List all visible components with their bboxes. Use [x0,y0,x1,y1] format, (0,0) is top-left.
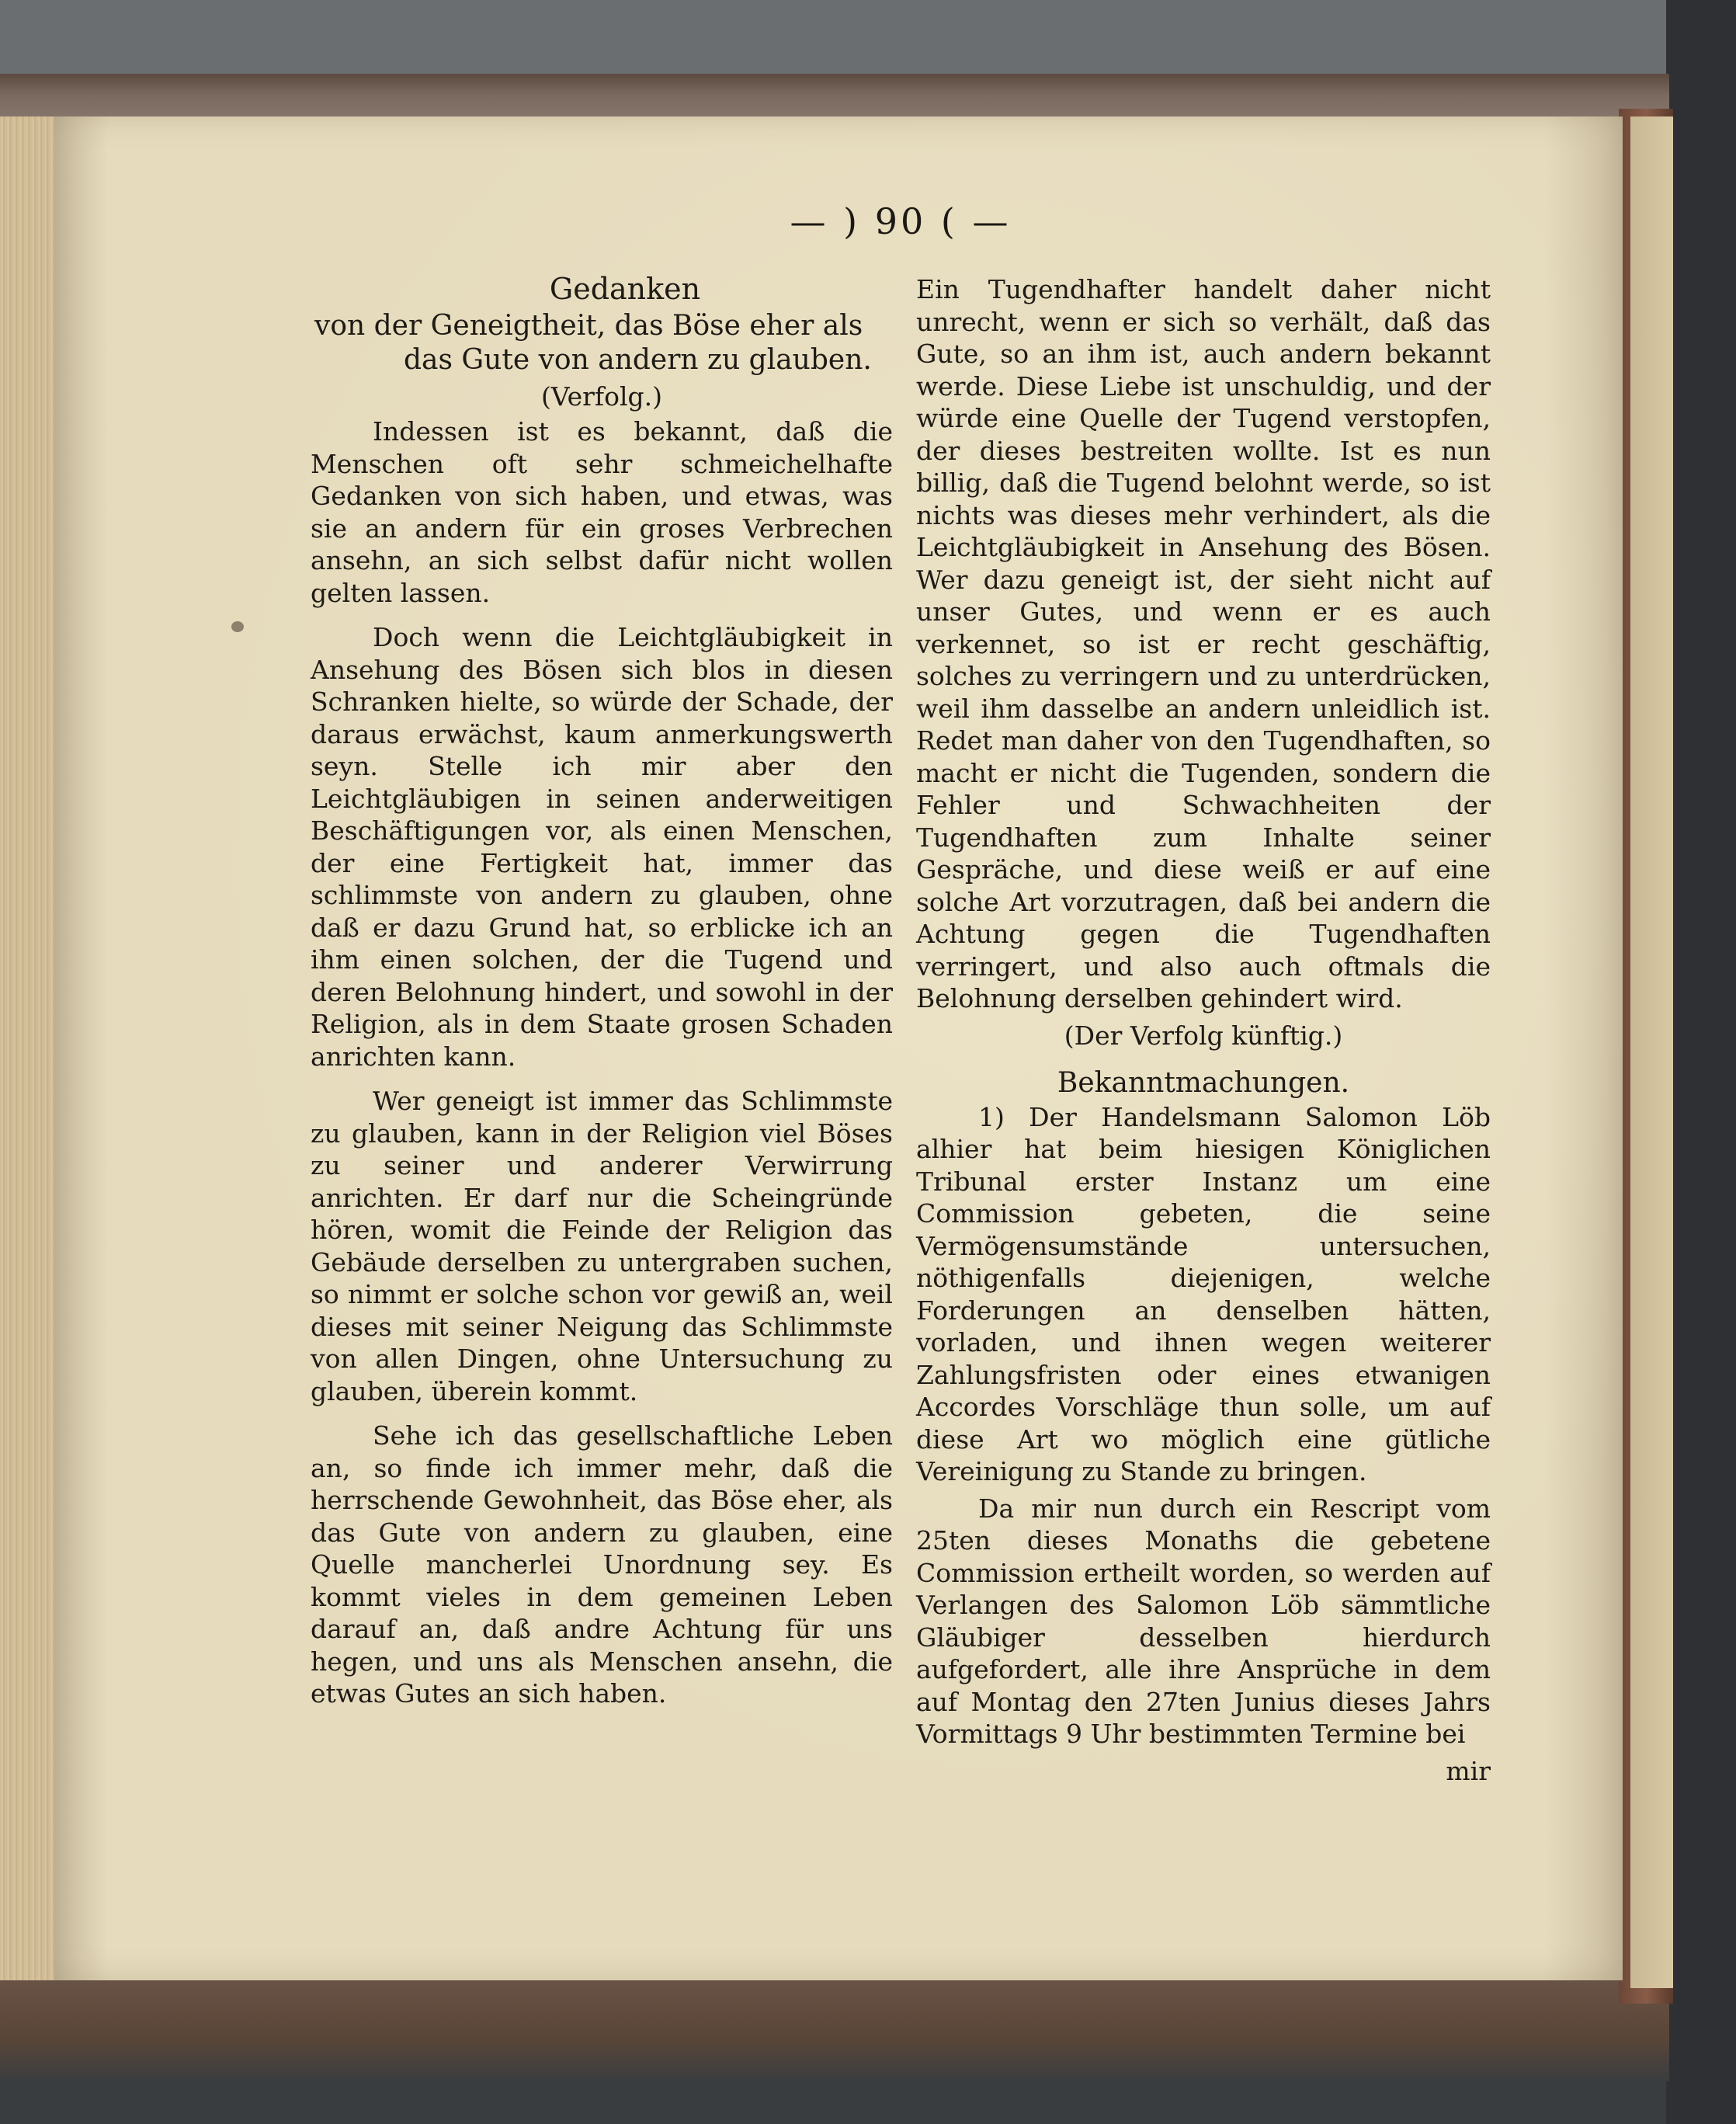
next-page-edge [1630,116,1673,1988]
paragraph: Sehe ich das gesellschaftliche Leben an, so finde ich immer mehr, daß die herrschende Gewohnheit, das Böse eher, als das Gute von andern zu glauben, eine Quelle mancherlei Unordnung sey. Es kommt vieles in dem gemeinen Leben darauf an, daß andre Achtung für uns hegen, und uns als Menschen ansehn, die etwas Gutes an sich haben. [311,1420,893,1709]
announcement-1: 1) Der Handelsmann Salomon Löb alhier hat beim hiesigen Königlichen Tribunal erster Instanz um eine Commission gebeten, die seine Vermögensumstände untersuchen, nöthigenfalls diejenigen, welche Forderungen an denselben hätten, vorladen, und ihnen wegen weiterer Zahlungsfristen oder eines etwanigen Accordes Vorschläge thun solle, um auf diese Art wo möglich eine gütliche Vereinigung zu Stande zu bringen. [916,1101,1491,1486]
continuation-note: (Verfolg.) [540,381,663,412]
book-cover-bottom-edge [0,1973,1669,2081]
catchword: mir [1446,1755,1491,1786]
paragraph: Indessen ist es bekannt, daß die Menschen oft sehr schmeichelhafte Gedanken von sich haben, und etwas, was sie an andern für ein groses Verbrechen ansehn, an sich selbst dafür nicht wollen gelten lassen. [311,416,893,608]
paragraph: Wer geneigt ist immer das Schlimmste zu glauben, kann in der Religion viel Böses zu seiner und anderer Verwirrung anrichten. Er darf nur die Scheingründe hören, womit die Feinde der Religion das Gebäude derselben zu untergraben suchen, so nimmt er solche schon vor gewiß an, weil dieses mit seiner Neigung das Schlimmste von allen Dingen, ohne Untersuchung zu glauben, überein kommt. [311,1086,893,1406]
announcements-heading: Bekanntmachungen. [1057,1067,1350,1099]
page-number: — ) 90 ( — [790,200,1012,242]
to-be-continued-note: (Der Verfolg künftig.) [1064,1020,1343,1051]
scanner-background-right [1666,0,1736,2124]
essay-subtitle: von der Geneigtheit, das Böse eher als das Gute von andern zu glauben. [314,309,872,376]
left-column [311,273,893,1722]
announcement-1-continued: Da mir nun durch ein Rescript vom 25ten dieses Monaths die gebetene Commission ertheilt worden, so werden auf Verlangen des Salomon Löb sämmtliche Gläubiger desselben hierdurch aufgefordert, alle ihre Ansprüche in dem auf Montag den 27ten Junius dieses Jahrs Vormittags 9 Uhr bestimmten Termine bei [916,1493,1491,1749]
ink-smudge [231,621,244,632]
paragraph-continued: Ein Tugendhafter handelt daher nicht unrecht, wenn er sich so verhält, daß das Gute, so an ihm ist, auch andern bekannt werde. Diese Liebe ist unschuldig, und der würde eine Quelle der Tugend verstopfen, der dieses bestreiten wollte. Ist es nun billig, daß die Tugend belohnt werde, so ist nichts was dieses mehr verhindert, als die Leichtgläubigkeit in Ansehung des Bösen. Wer dazu geneigt ist, der sieht nicht auf unser Gutes, und wenn er es auch verkennet, so ist er recht geschäftig, solches zu verringern und zu unterdrücken, weil ihm dasselbe an andern unleidlich ist. Redet man daher von den Tugendhaften, so macht er nicht die Tugenden, sondern die Fehler und Schwachheiten der Tugendhaften zum Inhalte seiner Gespräche, und diese weiß er auf eine solche Art vorzutragen, daß bei andern die Achtung gegen die Tugendhaften verringert, und also auch oftmals die Belohnung derselben gehindert wird. [916,274,1491,1013]
paragraph: Doch wenn die Leichtgläubigkeit in Ansehung des Bösen sich blos in diesen Schranken hielte, so würde der Schade, der daraus erwächst, kaum anmerkungswerth seyn. Stelle ich mir aber den Leichtgläubigen in seinen anderweitigen Beschäftigungen vor, als einen Menschen, der eine Fertigkeit hat, immer das schlimmste von andern zu glauben, ohne daß er dazu Grund hat, so erblicke ich an ihm einen solchen, der die Tugend und deren Belohnung hindert, und sowohl in der Religion, als in dem Staate grosen Schaden anrichten kann. [311,622,893,1072]
essay-title: Gedanken [549,272,701,306]
right-column [916,273,1491,1787]
